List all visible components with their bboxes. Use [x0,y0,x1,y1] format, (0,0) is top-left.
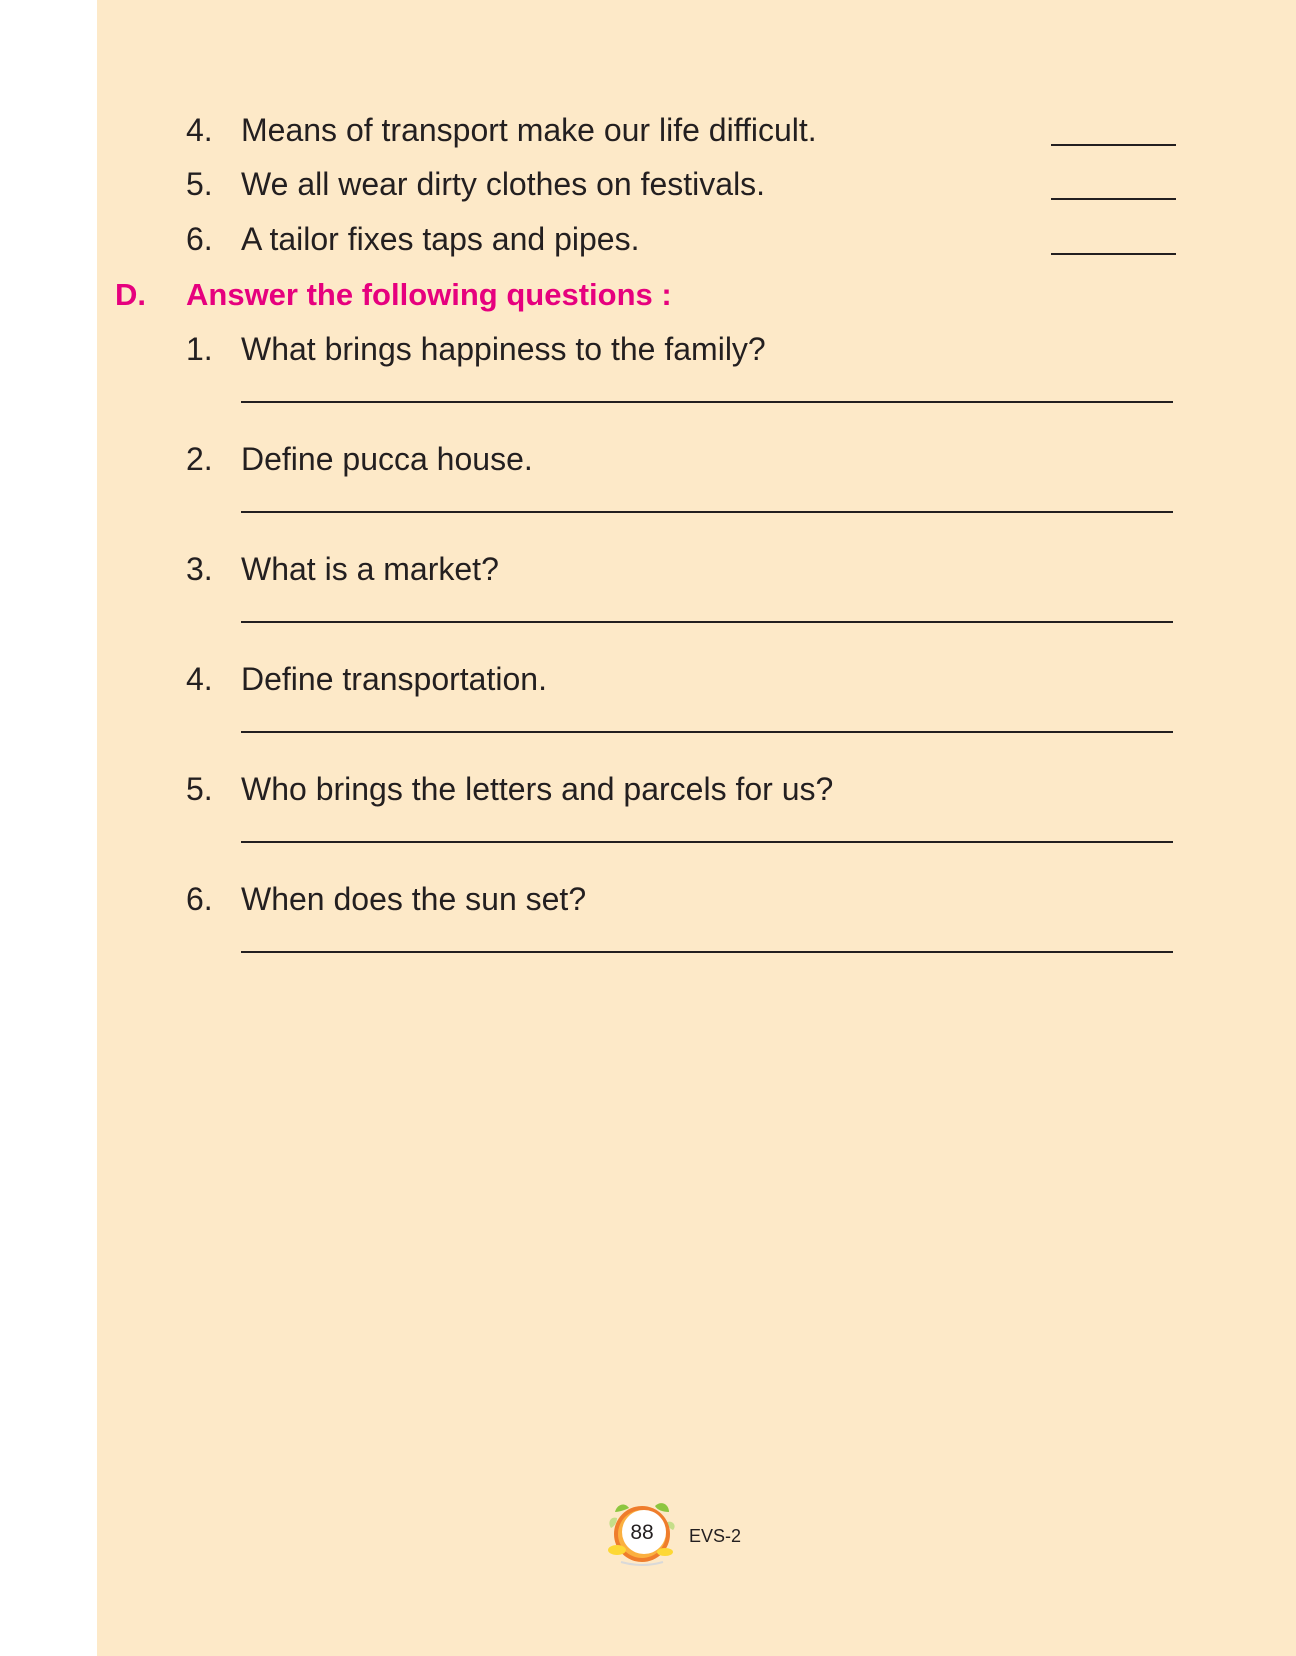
tf-item-number: 6. [186,221,213,257]
tf-item-6 [97,219,1296,259]
section-title: Answer the following questions : [186,277,672,312]
question-number: 1. [186,331,213,367]
tf-item-text: A tailor fixes taps and pipes. [241,221,640,257]
section-letter: D. [115,277,146,312]
question-number: 3. [186,551,213,587]
book-code: EVS-2 [689,1526,742,1546]
question-number: 5. [186,771,213,807]
question-text: Who brings the letters and parcels for us? [241,771,834,807]
tf-item-text: We all wear dirty clothes on festivals. [241,166,766,202]
question-5 [97,769,1296,879]
question-3 [97,549,1296,659]
answer-line[interactable] [241,401,1173,403]
tf-item-text: Means of transport make our life difficult. [241,112,817,148]
question-1 [97,329,1296,439]
question-number: 4. [186,661,213,697]
answer-line[interactable] [241,511,1173,513]
question-text: Define pucca house. [241,441,533,477]
question-text: When does the sun set? [241,881,587,917]
tf-item-5 [97,164,1296,204]
tf-item-number: 5. [186,166,213,202]
tf-item-4 [97,110,1296,150]
page-number: 88 [630,1521,654,1544]
question-number: 2. [186,441,213,477]
question-text: What is a market? [241,551,499,587]
answer-line[interactable] [241,951,1173,953]
tf-item-number: 4. [186,112,213,148]
page-footer [607,1500,767,1570]
answer-blank[interactable] [1051,253,1176,255]
answer-line[interactable] [241,621,1173,623]
section-d-heading [97,274,1296,316]
question-4 [97,659,1296,769]
question-6 [97,879,1296,989]
answer-blank[interactable] [1051,198,1176,200]
question-text: Define transportation. [241,661,547,697]
worksheet-page [97,0,1296,1656]
answer-line[interactable] [241,731,1173,733]
question-text: What brings happiness to the family? [241,331,766,367]
question-number: 6. [186,881,213,917]
question-2 [97,439,1296,549]
answer-line[interactable] [241,841,1173,843]
answer-blank[interactable] [1051,144,1176,146]
